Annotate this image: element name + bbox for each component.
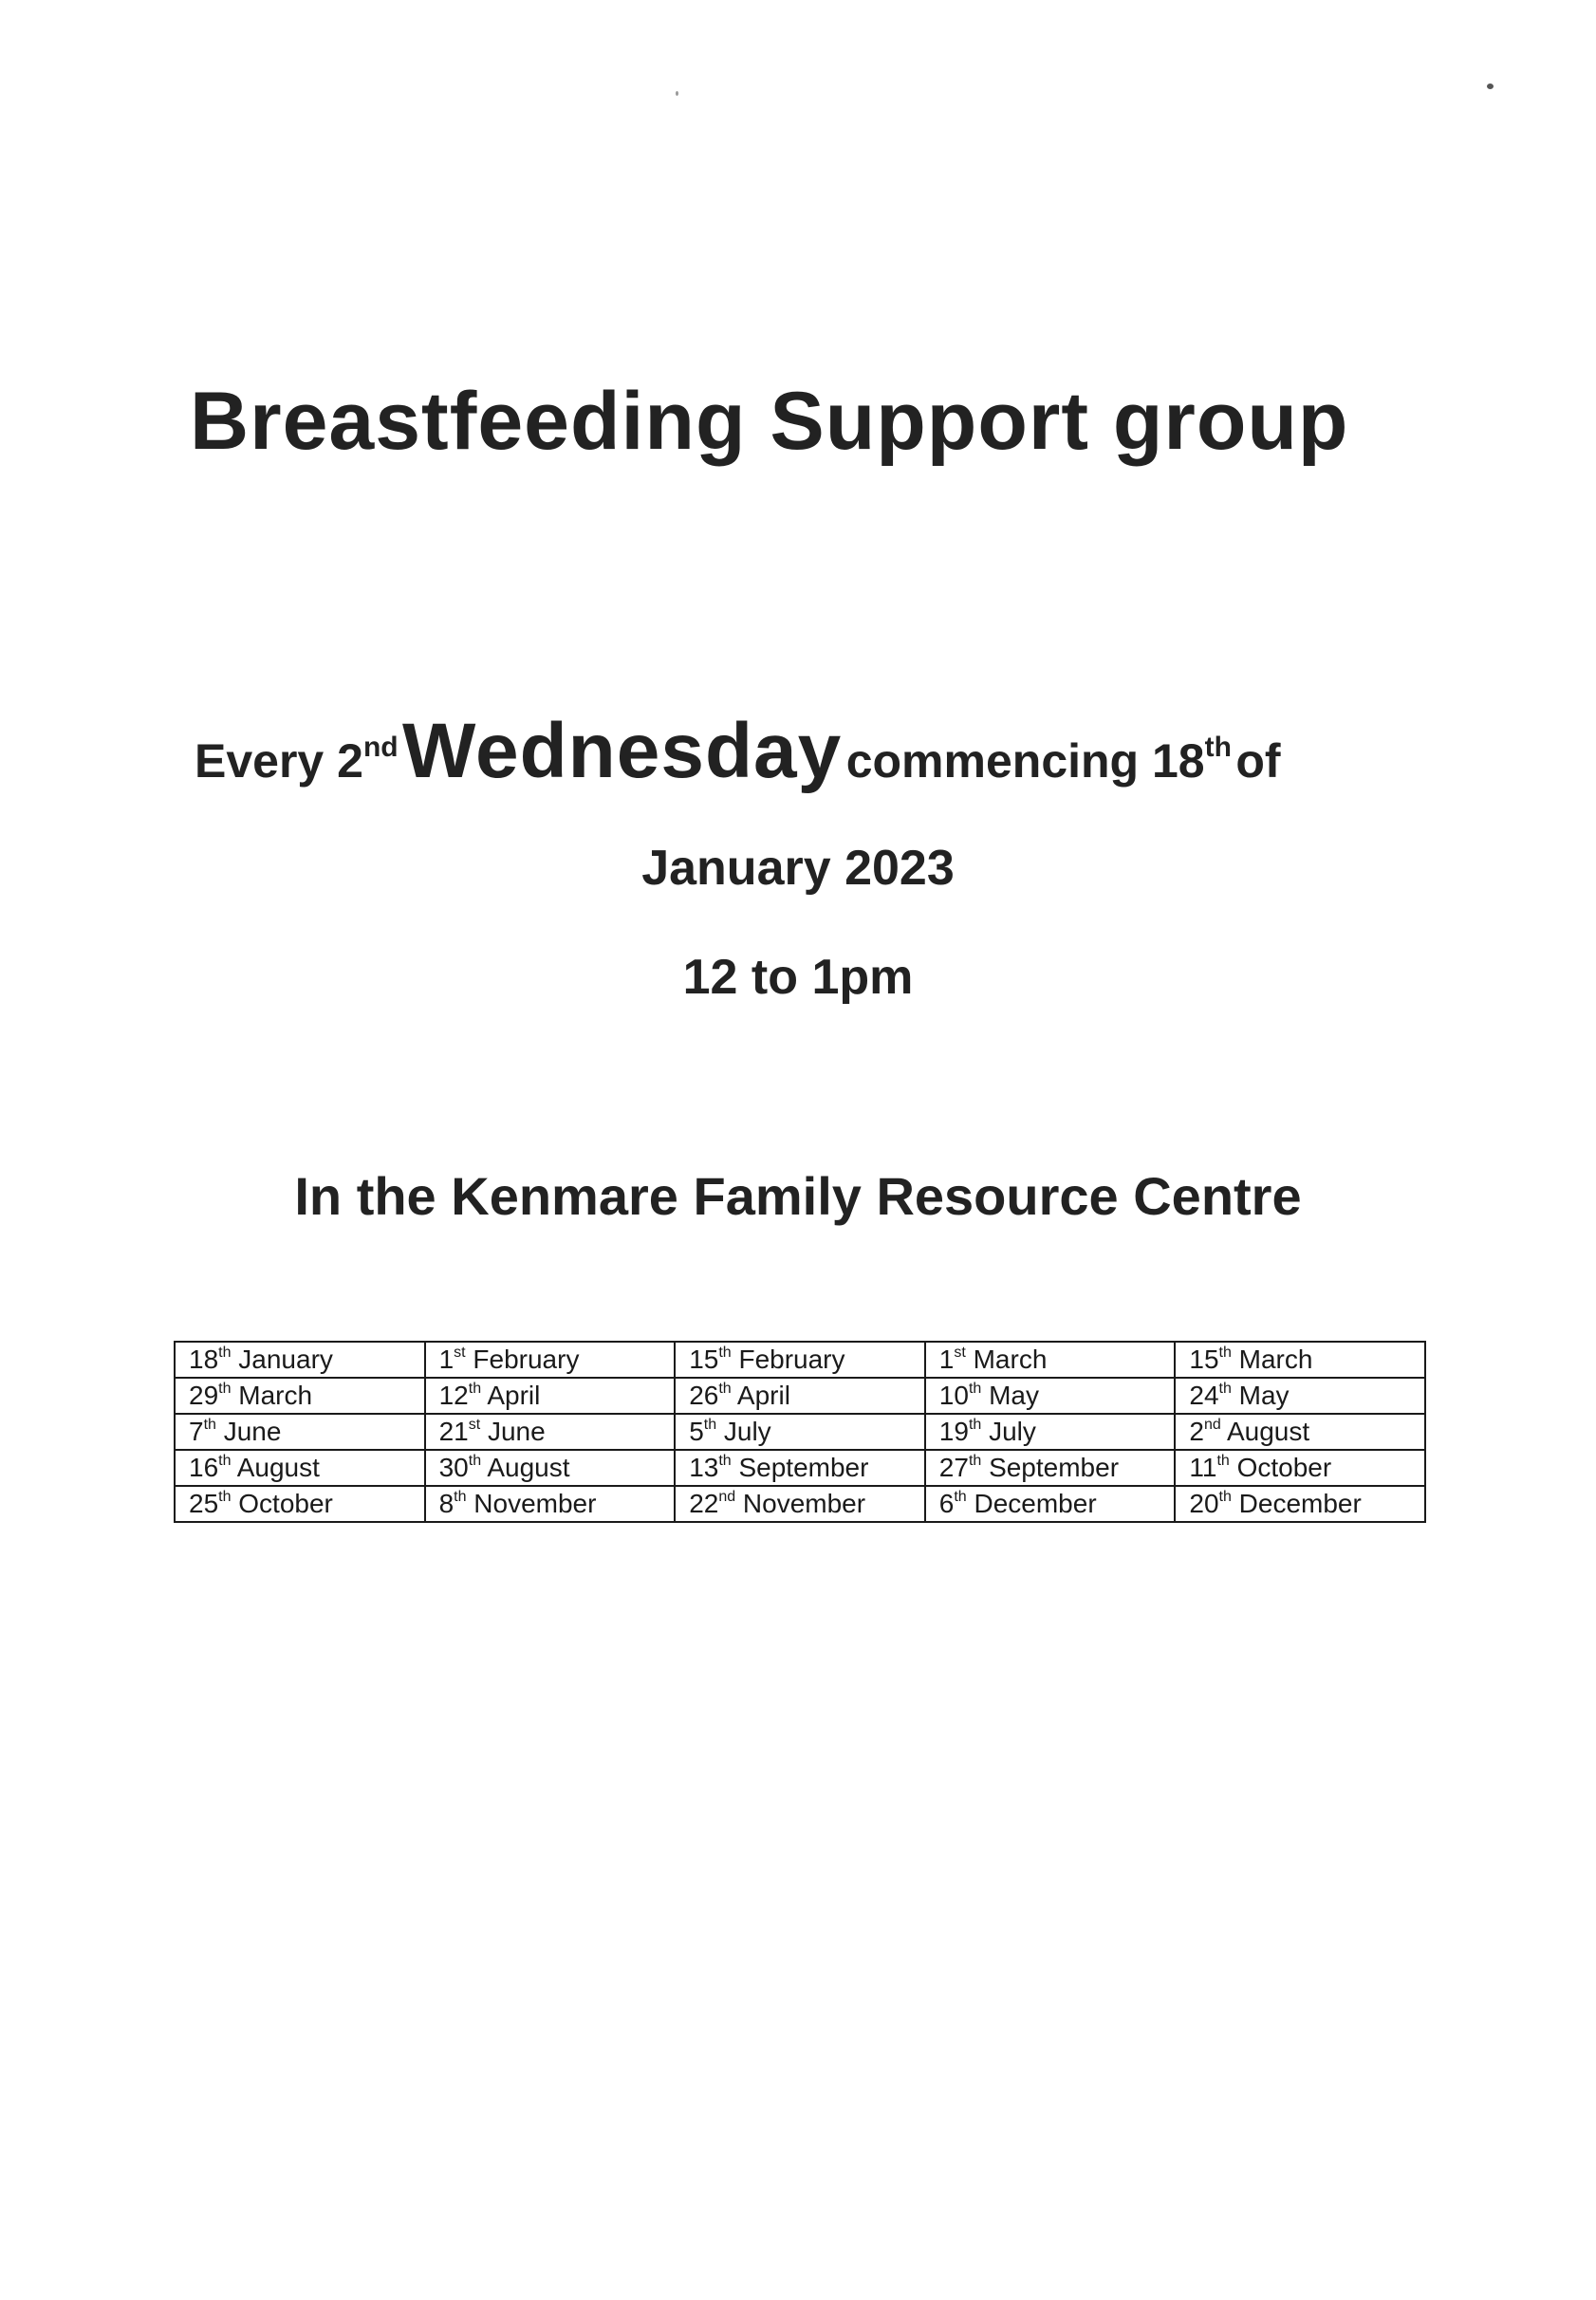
date-cell: [1175, 1414, 1425, 1450]
date-ordinal: th: [218, 1345, 232, 1361]
date-ordinal: th: [218, 1453, 232, 1469]
date-month: March: [238, 1381, 313, 1410]
date-day: 18: [189, 1345, 219, 1374]
date-ordinal: th: [454, 1489, 467, 1505]
date-ordinal: th: [203, 1417, 216, 1433]
date-cell: [675, 1342, 925, 1378]
date-day: 13: [689, 1453, 719, 1482]
date-day: 21: [438, 1417, 469, 1446]
date-day: 30: [438, 1453, 469, 1482]
date-ordinal: st: [954, 1345, 966, 1361]
date-day: 19: [938, 1417, 969, 1446]
page-title: Breastfeeding Support group: [190, 376, 1349, 467]
table-row: [175, 1378, 1425, 1414]
date-month: March: [1238, 1345, 1313, 1374]
date-ordinal: th: [468, 1381, 482, 1397]
date-cell: [675, 1414, 925, 1450]
date-ordinal: th: [218, 1489, 232, 1505]
date-day: 11: [1189, 1453, 1217, 1482]
date-cell: [675, 1450, 925, 1486]
date-month: June: [223, 1417, 282, 1446]
table-row: [175, 1342, 1425, 1378]
date-cell: [425, 1486, 676, 1522]
date-month: February: [738, 1345, 845, 1374]
date-ordinal: th: [718, 1381, 732, 1397]
date-month: April: [487, 1381, 541, 1410]
commencing-ordinal: th: [1204, 732, 1232, 763]
date-cell: [675, 1486, 925, 1522]
date-month: October: [1236, 1453, 1332, 1482]
date-month: August: [487, 1453, 570, 1482]
date-month: August: [1226, 1417, 1310, 1446]
date-cell: [925, 1450, 1176, 1486]
date-day: 5: [689, 1417, 704, 1446]
date-cell: [1175, 1450, 1425, 1486]
date-ordinal: th: [1218, 1345, 1232, 1361]
date-month: December: [1238, 1489, 1362, 1518]
date-cell: [175, 1378, 425, 1414]
date-ordinal: th: [968, 1453, 982, 1469]
date-month: July: [723, 1417, 771, 1446]
date-ordinal: th: [718, 1345, 732, 1361]
date-cell: [1175, 1378, 1425, 1414]
date-day: 2: [1189, 1417, 1204, 1446]
table-row: [175, 1486, 1425, 1522]
date-month: November: [742, 1489, 866, 1518]
date-day: 29: [189, 1381, 219, 1410]
session-time: 12 to 1pm: [682, 950, 914, 1005]
weekday-text: Wednesday: [402, 708, 843, 794]
date-cell: [1175, 1486, 1425, 1522]
table-row: [175, 1450, 1425, 1486]
date-cell: [1175, 1342, 1425, 1378]
date-cell: [425, 1342, 676, 1378]
date-ordinal: th: [954, 1489, 967, 1505]
date-month: August: [236, 1453, 320, 1482]
date-day: 27: [938, 1453, 969, 1482]
date-cell: [925, 1486, 1176, 1522]
date-cell: [175, 1450, 425, 1486]
date-ordinal: nd: [1203, 1417, 1221, 1433]
date-ordinal: th: [718, 1453, 732, 1469]
date-day: 20: [1189, 1489, 1219, 1518]
dates-table: [174, 1341, 1426, 1523]
date-day: 26: [689, 1381, 719, 1410]
date-ordinal: st: [454, 1345, 466, 1361]
venue: In the Kenmare Family Resource Centre: [294, 1166, 1302, 1226]
date-day: 15: [1189, 1345, 1219, 1374]
date-month: April: [736, 1381, 790, 1410]
date-day: 7: [189, 1417, 204, 1446]
table-row: [175, 1414, 1425, 1450]
date-cell: [675, 1378, 925, 1414]
date-ordinal: th: [968, 1417, 982, 1433]
date-cell: [425, 1450, 676, 1486]
date-cell: [425, 1378, 676, 1414]
date-day: 10: [938, 1381, 969, 1410]
date-cell: [925, 1414, 1176, 1450]
date-cell: [175, 1342, 425, 1378]
date-month: May: [989, 1381, 1039, 1410]
date-day: 24: [1189, 1381, 1219, 1410]
date-ordinal: th: [1218, 1381, 1232, 1397]
date-month: June: [487, 1417, 546, 1446]
date-ordinal: th: [1216, 1453, 1230, 1469]
every-ordinal: nd: [362, 732, 399, 763]
schedule-frequency: [195, 707, 1281, 796]
date-cell: [175, 1414, 425, 1450]
date-ordinal: th: [703, 1417, 717, 1433]
date-month: September: [989, 1453, 1120, 1482]
commencing-text: commencing 18: [845, 734, 1205, 788]
date-month: November: [473, 1489, 597, 1518]
date-cell: [925, 1378, 1176, 1414]
date-month: July: [989, 1417, 1036, 1446]
date-ordinal: nd: [718, 1489, 736, 1505]
scan-speck: [676, 91, 678, 96]
scan-speck: [1487, 83, 1494, 89]
date-ordinal: st: [468, 1417, 481, 1433]
date-month: March: [973, 1345, 1048, 1374]
date-day: 1: [938, 1345, 955, 1374]
date-ordinal: th: [468, 1453, 482, 1469]
date-ordinal: th: [1218, 1489, 1232, 1505]
date-ordinal: th: [218, 1381, 232, 1397]
date-month: February: [473, 1345, 580, 1374]
date-cell: [925, 1342, 1176, 1378]
date-day: 8: [438, 1489, 455, 1518]
date-day: 12: [438, 1381, 469, 1410]
date-ordinal: th: [968, 1381, 982, 1397]
date-cell: [175, 1486, 425, 1522]
date-day: 22: [689, 1489, 719, 1518]
every-text: Every 2: [195, 734, 363, 788]
date-day: 15: [689, 1345, 719, 1374]
date-month: May: [1238, 1381, 1290, 1410]
date-month: January: [238, 1345, 333, 1374]
date-day: 1: [438, 1345, 455, 1374]
date-day: 6: [938, 1489, 955, 1518]
date-day: 16: [189, 1453, 219, 1482]
date-month: December: [974, 1489, 1097, 1518]
date-day: 25: [189, 1489, 219, 1518]
date-month: September: [738, 1453, 869, 1482]
date-cell: [425, 1414, 676, 1450]
date-month: October: [238, 1489, 333, 1518]
of-text: of: [1235, 734, 1281, 788]
start-month: January 2023: [641, 841, 955, 896]
